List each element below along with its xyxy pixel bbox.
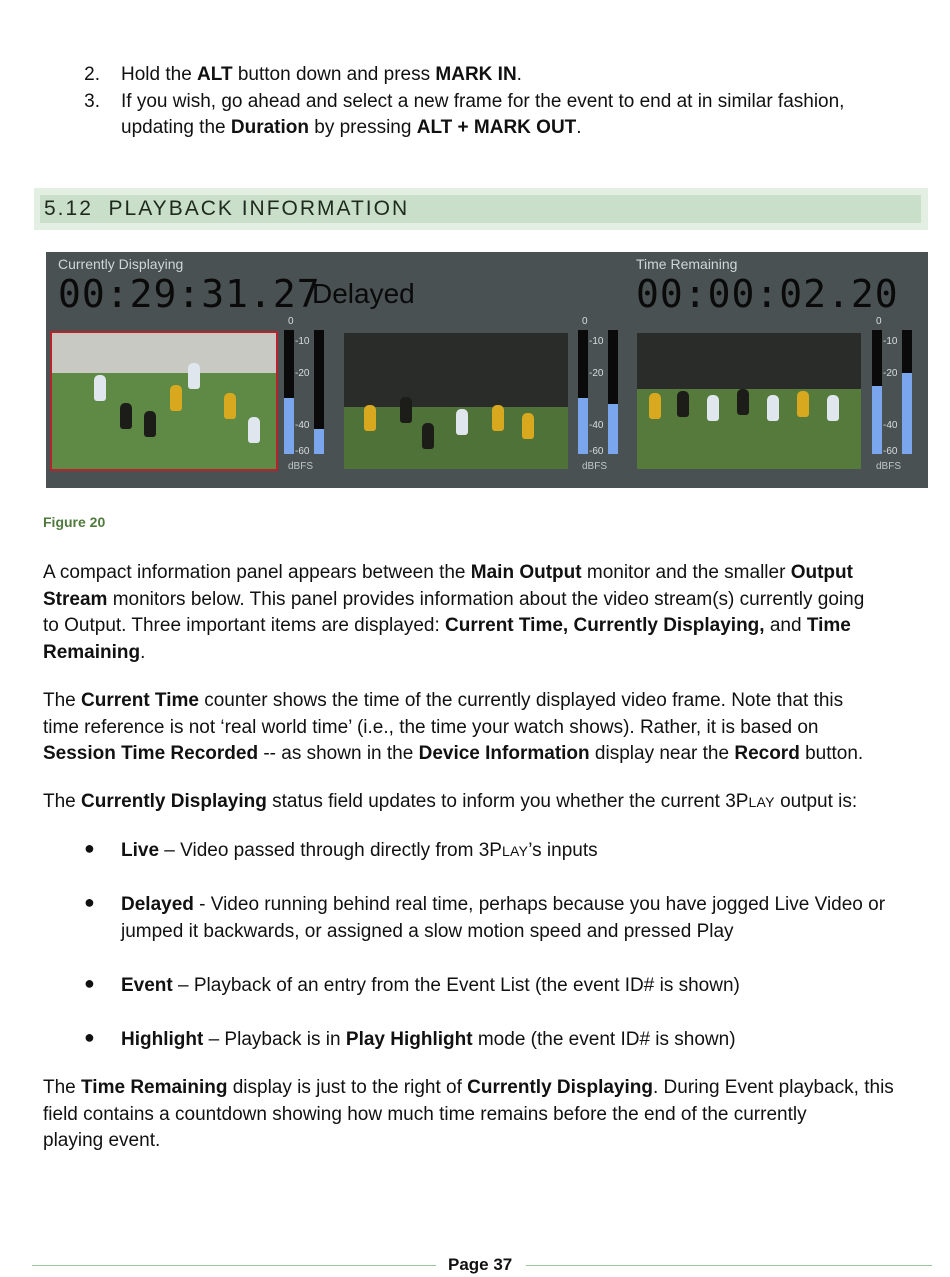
time-remaining-readout: 00:00:02.20 <box>636 272 899 316</box>
output-thumbnail-1[interactable] <box>52 333 276 469</box>
currently-displaying-label: Currently Displaying <box>58 256 184 272</box>
meter-scale-label: -60 <box>295 446 310 457</box>
audio-meter-2 <box>576 316 610 472</box>
meter-scale-label: -60 <box>883 446 898 457</box>
bullet-event: Event – Playback of an entry from the Event List (the event ID# is shown) <box>121 975 740 996</box>
meter-scale-label: -40 <box>295 420 310 431</box>
bullet-dot: ● <box>84 1027 95 1047</box>
meter-level-right <box>902 373 912 454</box>
meter-unit: dBFS <box>288 461 314 472</box>
paragraph-intro: A compact information panel appears between the Main Output monitor and the smaller Output Stream monitors below. This panel provides information about the video stream(s) currently going to Output. Three important items are displayed: Current Time, Currently Displaying, and Time Remaining. <box>43 562 865 663</box>
paragraph-currently-displaying: The Currently Displaying status field updates to inform you whether the current 3PLAY output is: <box>43 791 858 812</box>
meter-level-right <box>608 404 618 454</box>
meter-scale-label: -20 <box>589 368 604 379</box>
meter-level-left <box>284 398 294 454</box>
playback-info-panel <box>46 252 928 488</box>
meter-scale-label: -40 <box>589 420 604 431</box>
current-time-readout: 00:29:31.27 <box>58 272 321 316</box>
meter-level-left <box>578 398 588 454</box>
time-remaining-label: Time Remaining <box>636 256 738 272</box>
meter-scale-label: -10 <box>295 336 310 347</box>
meter-scale-label: -40 <box>883 420 898 431</box>
meter-level-left <box>872 386 882 454</box>
output-thumbnail-2[interactable] <box>344 333 568 469</box>
meter-scale-label: -20 <box>295 368 310 379</box>
bullet-live: Live – Video passed through directly from 3PLAY’s inputs <box>121 840 598 861</box>
page-number: Page 37 <box>448 1255 513 1274</box>
footer-rule-left <box>32 1265 436 1266</box>
bullet-dot: ● <box>84 973 95 993</box>
status-field: Delayed <box>312 278 415 309</box>
step-2-text: Hold the ALT button down and press MARK IN. <box>121 64 522 85</box>
figure-caption: Figure 20 <box>43 514 106 530</box>
paragraph-time-remaining: The Time Remaining display is just to the right of Currently Displaying. During Event playback, this field contains a countdown showing how much time remains before the end of the currently playing event. <box>43 1077 894 1151</box>
section-heading: 5.12 PLAYBACK INFORMATION <box>44 197 410 220</box>
step-number: 3. <box>84 91 100 112</box>
step-3-text-cont: updating the Duration by pressing ALT + MARK OUT. <box>121 117 582 138</box>
meter-scale-label: -10 <box>589 336 604 347</box>
bullet-highlight: Highlight – Playback is in Play Highlight mode (the event ID# is shown) <box>121 1029 736 1050</box>
bullet-delayed: Delayed - Video running behind real time, perhaps because you have jogged Live Video or jumped it backwards, or assigned a slow motion speed and pressed Play <box>121 894 886 942</box>
meter-unit: dBFS <box>582 461 608 472</box>
step-number: 2. <box>84 64 100 85</box>
meter-scale-label: 0 <box>876 316 882 327</box>
bullet-dot: ● <box>84 838 95 858</box>
meter-scale-label: 0 <box>582 316 588 327</box>
meter-unit: dBFS <box>876 461 902 472</box>
footer-rule-right <box>526 1265 932 1266</box>
meter-scale-label: 0 <box>288 316 294 327</box>
meter-level-right <box>314 429 324 454</box>
audio-meter-3 <box>870 316 904 472</box>
step-3-text: If you wish, go ahead and select a new frame for the event to end at in similar fashion, <box>121 91 845 112</box>
meter-scale-label: -20 <box>883 368 898 379</box>
audio-meter-1 <box>282 316 316 472</box>
paragraph-current-time: The Current Time counter shows the time of the currently displayed video frame. Note that this time reference is not ‘real world time’ (i.e., the time your watch shows). Rather, it is based on Session Time Recorded -- as shown in the Device Information display near the Record button. <box>43 690 864 764</box>
output-thumbnail-3[interactable] <box>637 333 861 469</box>
meter-scale-label: -10 <box>883 336 898 347</box>
bullet-dot: ● <box>84 892 95 912</box>
meter-scale-label: -60 <box>589 446 604 457</box>
